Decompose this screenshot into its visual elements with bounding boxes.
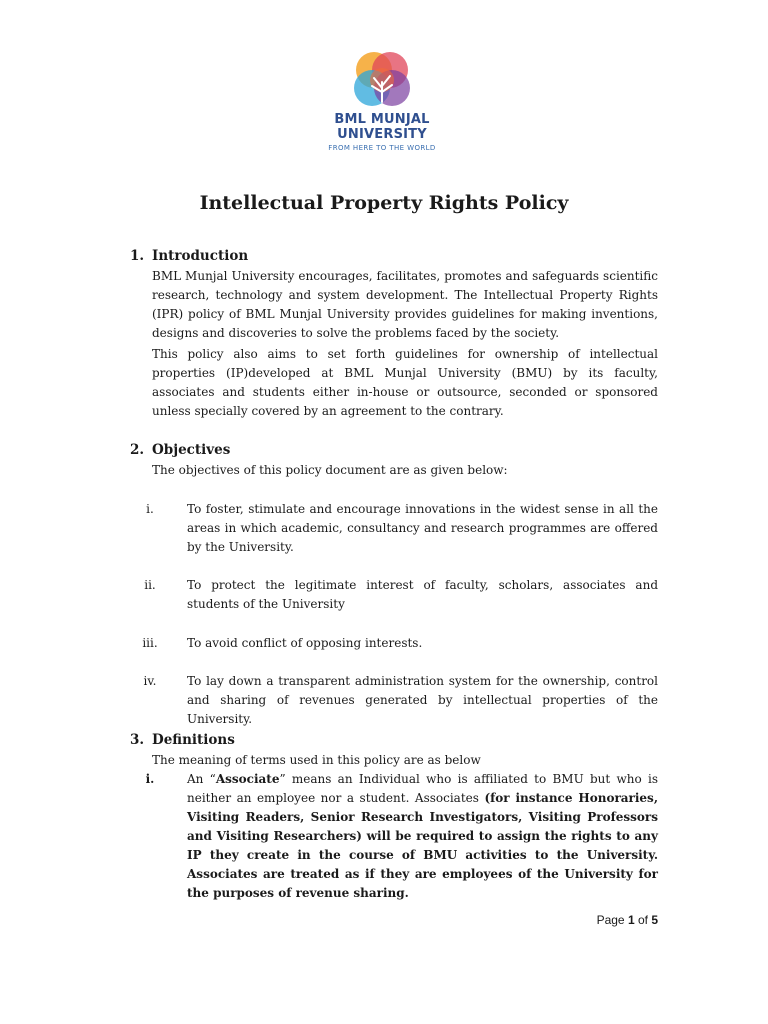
item-numeral: i. [145,772,155,786]
item-text [187,770,658,903]
item-numeral: iv. [143,674,157,688]
page-of-label: of [634,913,652,927]
university-tagline: FROM HERE TO THE WORLD [328,144,436,152]
intro-paragraph-1: BML Munjal University encourages, facilitates, promotes and safeguards scientific research, technology and system development. The Intellectual Property Rights (IPR) policy of BML Munjal University provides guidelines for making inventions, designs and discoveries to solve the problems faced by the society. [152,269,658,340]
definition-bold-text: (for instance Honoraries, Visiting Readers, Senior Research Investigators, Visiting Professors and Visiting Researchers) will be required to assign the rights to any IP they create in the course of BMU activities to the University. Associates are treated as if they are employees of the University for the purposes of revenue sharing. [187,791,658,900]
intro-paragraph-2: This policy also aims to set forth guidelines for ownership of intellectual properties (IP)developed at BML Munjal University (BMU) by its faculty, associates and students either in-house or outsource, seconded or sponsored unless specially covered by an agreement to the contrary. [152,347,658,418]
document-title: Intellectual Property Rights Policy [199,192,569,214]
section-number: 2. [130,442,145,458]
item-text: To lay down a transparent administration system for the ownership, control and sharing of revenues generated by intellectual properties of the University. [187,674,658,726]
objective-item [130,500,658,557]
section-title: Objectives [152,442,231,458]
definition-item [130,770,658,903]
university-logo [318,48,446,152]
objectives-lead: The objectives of this policy document are as given below: [152,463,508,477]
page-label: Page [596,913,628,927]
objective-item [130,576,658,614]
tree-circle-icon [350,48,414,112]
section-heading-objectives [130,442,230,458]
definition-body: ” means an Individual who is affiliated to BMU but who is neither an employee nor a student. Associates [187,772,658,805]
section-number: 3. [130,732,145,748]
page-current: 1 [627,913,635,927]
item-numeral: ii. [144,578,156,592]
section-number: 1. [130,248,145,264]
definition-term: Associate [215,772,280,786]
section-heading-definitions [130,732,235,748]
item-text: To avoid conflict of opposing interests. [187,636,423,650]
item-numeral: iii. [142,636,158,650]
item-numeral: i. [146,502,154,516]
section-title: Introduction [152,248,249,264]
item-text: To protect the legitimate interest of faculty, scholars, associates and students of the University [187,578,658,611]
section-heading-introduction [130,248,248,264]
university-name-line2: UNIVERSITY [337,127,427,142]
university-name-line1: BML MUNJAL [334,112,430,127]
objective-item [130,672,658,729]
section-title: Definitions [152,732,235,748]
page-total: 5 [651,913,658,927]
definition-pre: An “ [187,772,216,786]
objective-item [130,634,658,653]
definitions-lead: The meaning of terms used in this policy are as below [152,753,481,767]
item-text: To foster, stimulate and encourage innovations in the widest sense in all the areas in which academic, consultancy and research programmes are offered by the University. [187,502,658,554]
page-number [597,913,658,927]
